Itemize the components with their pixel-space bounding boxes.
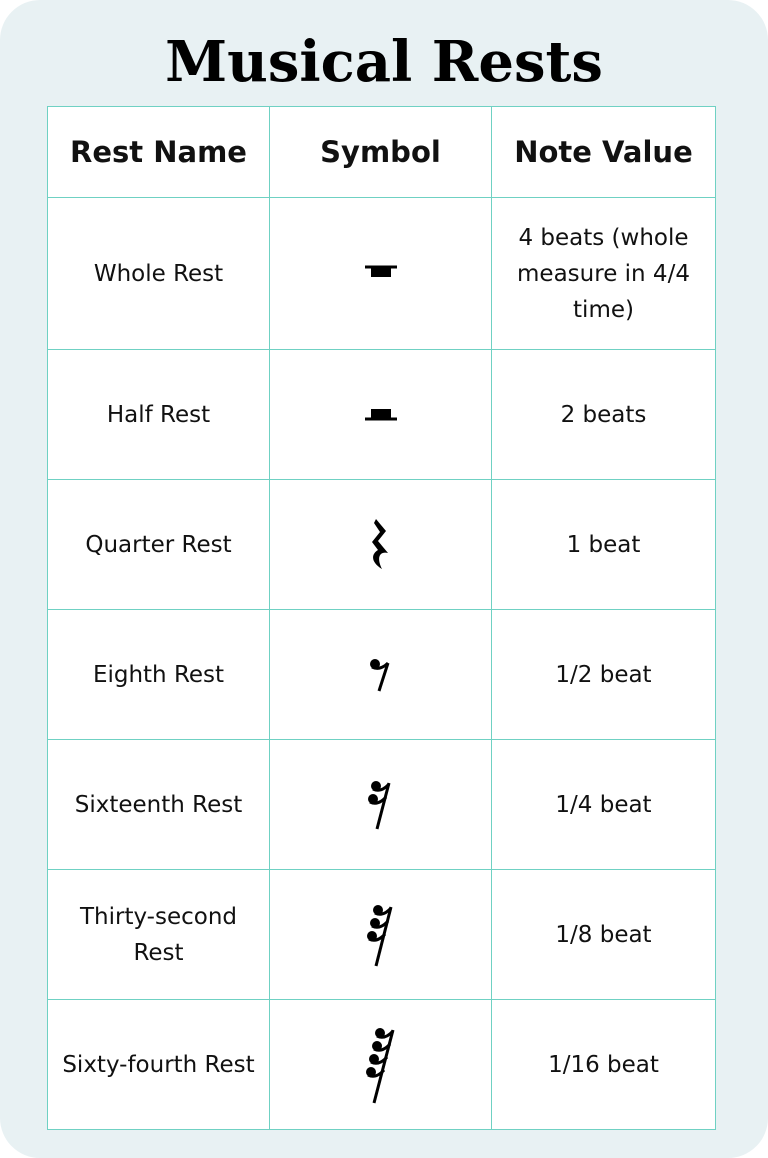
rest-name: Half Rest <box>48 350 270 480</box>
symbol-cell <box>270 198 492 350</box>
note-value: 2 beats <box>492 350 716 480</box>
rest-name: Sixty-fourth Rest <box>48 1000 270 1130</box>
page-title: Musical Rests <box>165 29 603 95</box>
rest-name: Quarter Rest <box>48 480 270 610</box>
table-row <box>48 870 716 1000</box>
table-row <box>48 740 716 870</box>
header-row <box>48 107 716 198</box>
symbol-cell <box>270 740 492 870</box>
note-value: 4 beats (whole measure in 4/4 time) <box>492 198 716 350</box>
sixteenth-rest-icon <box>364 777 398 833</box>
rest-name: Sixteenth Rest <box>48 740 270 870</box>
quarter-rest-icon <box>366 517 396 573</box>
symbol-cell <box>270 480 492 610</box>
half-rest-icon <box>361 405 401 425</box>
eighth-rest-icon <box>366 655 396 695</box>
symbol-cell <box>270 610 492 740</box>
note-value: 1 beat <box>492 480 716 610</box>
symbol-cell <box>270 350 492 480</box>
whole-rest-icon <box>361 259 401 289</box>
rest-name: Eighth Rest <box>48 610 270 740</box>
note-value: 1/4 beat <box>492 740 716 870</box>
note-value: 1/16 beat <box>492 1000 716 1130</box>
sixty-fourth-rest-icon <box>362 1024 400 1106</box>
note-value: 1/2 beat <box>492 610 716 740</box>
thirty-second-rest-icon <box>363 901 399 969</box>
table-row <box>48 1000 716 1130</box>
header-note-value: Note Value <box>492 107 716 198</box>
symbol-cell <box>270 870 492 1000</box>
rest-name: Whole Rest <box>48 198 270 350</box>
note-value: 1/8 beat <box>492 870 716 1000</box>
rest-name: Thirty-second Rest <box>48 870 270 1000</box>
symbol-cell <box>270 1000 492 1130</box>
header-rest-name: Rest Name <box>48 107 270 198</box>
table-row <box>48 610 716 740</box>
table-row <box>48 480 716 610</box>
rests-table <box>47 106 716 1130</box>
table-row <box>48 198 716 350</box>
table-row <box>48 350 716 480</box>
header-symbol: Symbol <box>270 107 492 198</box>
